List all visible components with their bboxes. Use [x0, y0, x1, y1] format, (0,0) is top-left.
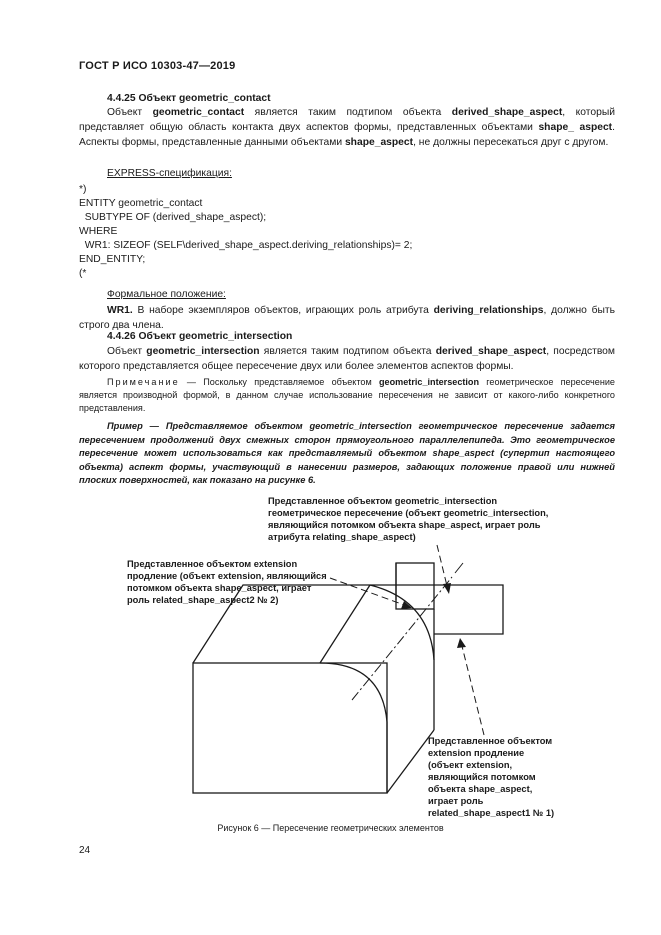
bold-term: WR1.: [107, 305, 133, 316]
block-front-face: [193, 663, 387, 793]
callout-extension-1: [428, 735, 554, 819]
leader-line-top: [437, 545, 448, 590]
fillet-front-curve: [320, 663, 387, 793]
text-run: В наборе экземпляров объектов, играющих роль атрибута: [132, 305, 434, 316]
callout-line: Представленное объектом extension: [127, 559, 298, 569]
intersection-axis-line: [352, 577, 452, 700]
leader-line-right: [461, 642, 484, 735]
note-label: Примечание: [107, 377, 180, 387]
callout-line: Представленное объектом geometric_intersection: [268, 496, 498, 506]
arrowhead-top: [443, 583, 451, 594]
text-run: Объект: [107, 107, 153, 118]
fillet-top-curve: [370, 585, 434, 660]
page-number: 24: [79, 845, 91, 856]
code-line: WR1: SIZEOF (SELF\derived_shape_aspect.deriving_relationships)= 2;: [79, 240, 413, 251]
bold-term: derived_shape_aspect: [451, 107, 563, 118]
callout-line: геометрическое пересечение (объект geometric_intersection,: [268, 508, 549, 518]
code-line: WHERE: [79, 226, 118, 237]
bold-term: geometric_intersection: [378, 377, 480, 387]
code-line: SUBTYPE OF (derived_shape_aspect);: [79, 212, 267, 223]
callout-line: атрибута relating_shape_aspect): [268, 532, 416, 542]
bold-term: shape_aspect: [344, 137, 414, 148]
callout-line: объекта shape_aspect,: [428, 784, 533, 794]
callout-line: роль related_shape_aspect2 № 2): [127, 595, 279, 605]
callout-line: extension продление: [428, 748, 525, 758]
vertical-extension-box: [396, 563, 434, 609]
text-run: . Аспекты формы, представленные данными объектами: [79, 122, 615, 148]
section-heading-4425: 4.4.25 Объект geometric_contact: [107, 93, 271, 104]
callout-extension-2: [127, 558, 327, 606]
text-run: , должно быть строго два члена.: [79, 305, 615, 331]
document-header: ГОСТ Р ИСО 10303-47—2019: [79, 60, 236, 72]
text-run: , не должны пересекаться друг с другом.: [413, 137, 609, 148]
express-spec-label: EXPRESS-спецификация:: [107, 168, 232, 179]
callout-line: related_shape_aspect1 № 1): [428, 808, 555, 818]
callout-line: продление (объект extension, являющийся: [127, 571, 327, 581]
code-line: ENTITY geometric_contact: [79, 198, 203, 209]
callout-line: являющийся потомком объекта shape_aspect, играет роль: [268, 520, 541, 530]
text-run: является таким подтипом объекта: [259, 346, 436, 357]
text-run: Объект: [107, 346, 147, 357]
callout-line: являющийся потомком: [428, 772, 536, 782]
code-line: END_ENTITY;: [79, 254, 146, 265]
callout-line: играет роль: [428, 796, 484, 806]
bold-term: deriving_relationships: [433, 305, 544, 316]
text-run: является таким подтипом объекта: [244, 107, 452, 118]
formal-statement-label: Формальное положение:: [107, 289, 226, 300]
text-run: , посредством которого представляется общее пересечение двух или более элементов аспектов формы.: [79, 346, 615, 372]
text-run: геометрическое пересечение является производной формой, в данном случае использование пересечения не зависит от какого-либо конкретного представления.: [79, 377, 615, 413]
code-line: (*: [79, 268, 87, 279]
block-side-bottom-edge: [387, 730, 434, 793]
figure-caption: Рисунок 6 — Пересечение геометрических элементов: [217, 823, 444, 833]
example-text: — Представляемое объектом geometric_intersection геометрическое пересечение задается пересечением продолжений двух смежных сторон прямоугольного параллелепипеда. Это геометрическое пересечение может использоваться как представляемый объектом shape_aspect (супертип настоящего объекта) аспект формы, участвующий в нанесении размеров, задающих положение правой или нижней плоских поверхностей, как показано на рисунке 6.: [79, 421, 615, 485]
text-run: — Поскольку представляемое объектом: [179, 377, 379, 387]
example-label: Пример: [107, 421, 143, 431]
bold-term: shape_ aspect: [538, 122, 613, 133]
bold-term: derived_shape_aspect: [435, 346, 547, 357]
arrowhead-right: [457, 638, 466, 648]
callout-line: потомком объекта shape_aspect, играет: [127, 583, 312, 593]
callout-geometric-intersection: [268, 495, 548, 543]
intersection-axis-tip: [455, 563, 463, 573]
callout-line: Представленное объектом: [428, 736, 553, 746]
bold-term: geometric_contact: [152, 107, 245, 118]
section-heading-4426: 4.4.26 Объект geometric_intersection: [107, 331, 293, 342]
block-top-inner-edge: [320, 585, 370, 663]
text-run: , который представляет общую область контакта двух аспектов формы, представленных объектами: [79, 107, 615, 133]
bold-term: geometric_intersection: [146, 346, 260, 357]
callout-line: (объект extension,: [428, 760, 513, 770]
code-line: *): [79, 184, 87, 195]
